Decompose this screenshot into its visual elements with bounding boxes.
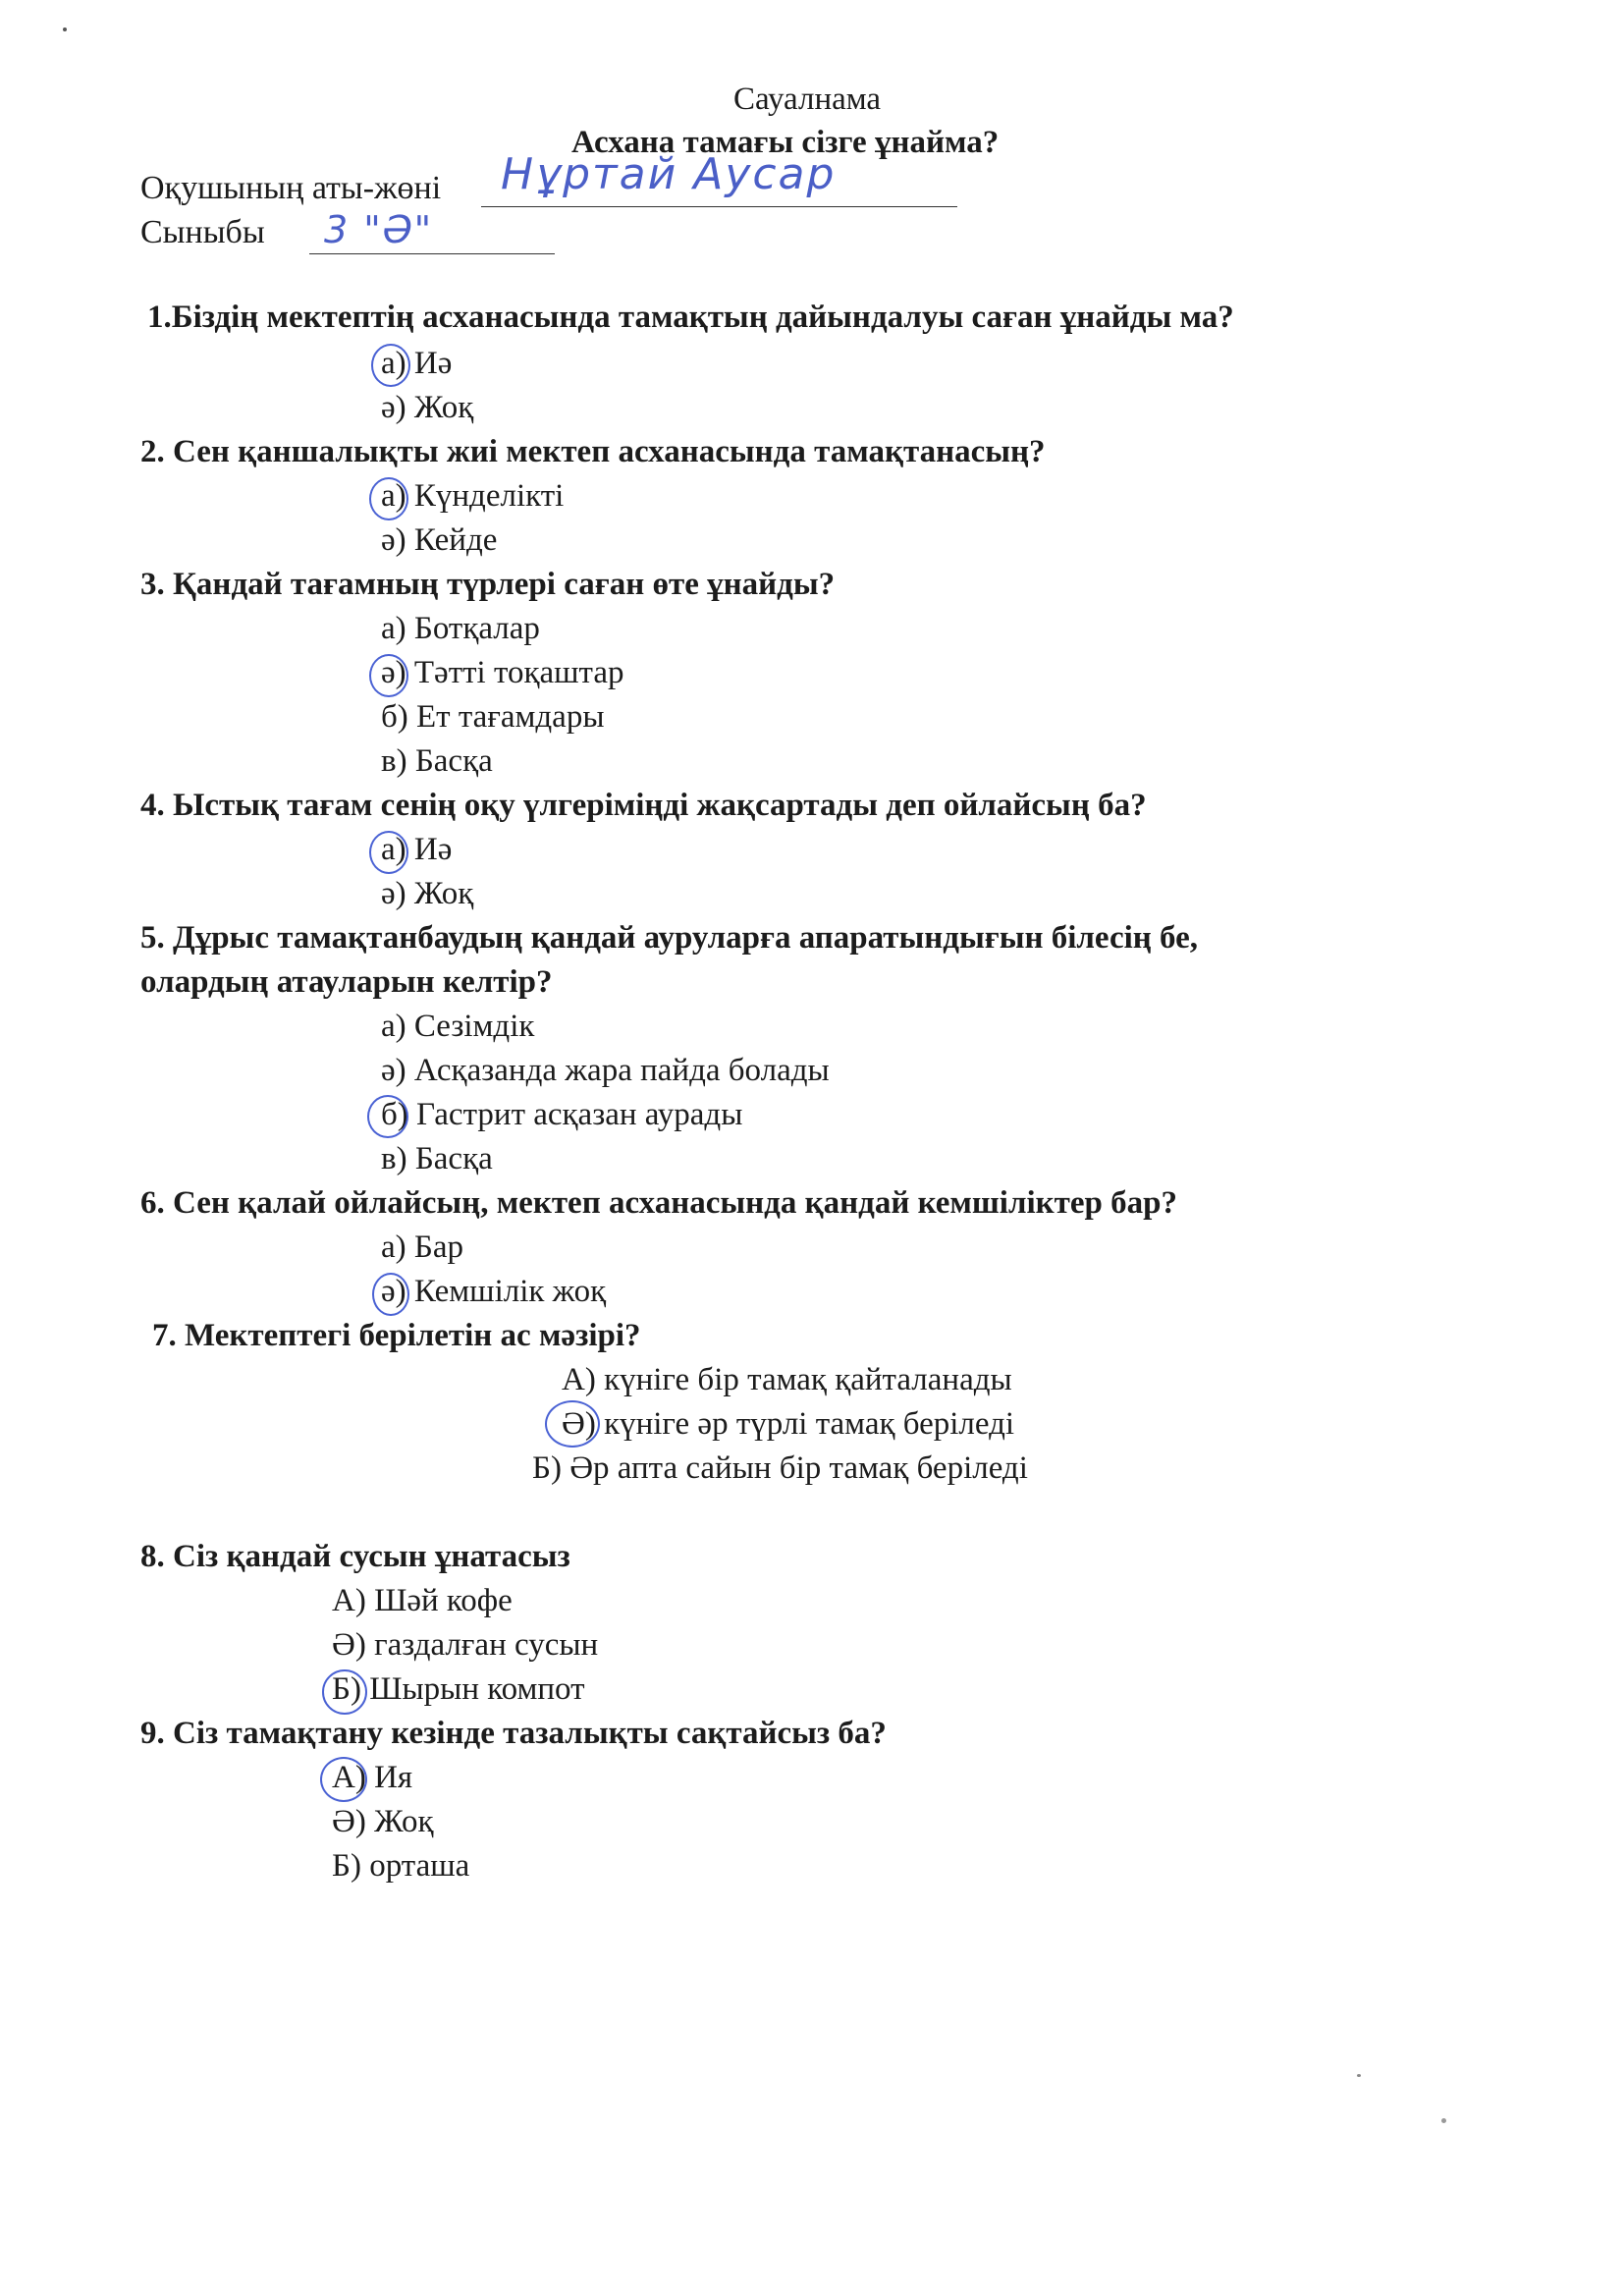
q8-option-a[interactable]: А) Шәй кофе [332,1583,513,1618]
q6-selected-circle [372,1273,409,1316]
q5-option-v[interactable]: в) Басқа [381,1141,493,1176]
q6-option-ae[interactable]: ә) Кемшілік жоқ [381,1274,607,1309]
question-5-line-2: олардың атауларын келтір? [140,964,553,1000]
class-label: Сыныбы [140,214,265,250]
survey-subtitle: Асхана тамағы сізге ұнайма? [571,125,1000,160]
q9-option-b[interactable]: Б) орташа [332,1848,470,1884]
q3-option-b[interactable]: б) Ет тағамдары [381,699,605,735]
q3-option-v[interactable]: в) Басқа [381,743,493,779]
q2-selected-circle [369,477,408,520]
question-3: 3. Қандай тағамның түрлері саған өте ұнайды? [140,567,836,602]
q7-option-a[interactable]: А) күніге бір тамақ қайталанады [562,1362,1012,1397]
q3-option-a[interactable]: а) Ботқалар [381,611,540,646]
q9-option-a[interactable]: А) Ия [332,1760,413,1795]
question-6: 6. Сен қалай ойлайсың, мектеп асханасында қандай кемшіліктер бар? [140,1185,1177,1221]
question-4: 4. Ыстық тағам сенің оқу үлгеріміңді жақсартады деп ойлайсың ба? [140,788,1147,823]
class-line [309,253,555,254]
student-name-line [481,206,957,207]
q1-option-a[interactable]: а) Иә [381,346,453,381]
q9-option-ae[interactable]: Ә) Жоқ [332,1804,434,1839]
q7-option-ae[interactable]: Ә) күніге әр түрлі тамақ беріледі [562,1406,1015,1442]
q5-selected-circle [367,1095,408,1138]
q3-selected-circle [369,654,408,697]
q2-option-a[interactable]: а) Күнделікті [381,478,565,514]
scan-speck [1357,2074,1361,2077]
q8-selected-circle [322,1669,367,1715]
q1-selected-circle [371,344,410,387]
q9-selected-circle [320,1757,367,1802]
q5-option-b[interactable]: б) Гастрит асқазан аурады [381,1097,743,1132]
q8-option-ae[interactable]: Ә) газдалған сусын [332,1627,599,1663]
student-name-label: Оқушының аты-жөні [140,170,442,206]
scan-speck [63,27,67,31]
q4-option-ae[interactable]: ә) Жоқ [381,876,474,911]
q3-option-ae[interactable]: ә) Тәтті тоқаштар [381,655,624,690]
student-name-handwritten[interactable]: Нұртай Аусар [501,149,837,199]
question-9: 9. Сіз тамақтану кезінде тазалықты сақтайсыз ба? [140,1716,887,1751]
q4-selected-circle [369,831,408,874]
q1-option-ae[interactable]: ә) Жоқ [381,390,474,425]
page-title: Сауалнама [733,82,882,117]
q2-option-ae[interactable]: ә) Кейде [381,522,498,558]
q4-option-a[interactable]: а) Иә [381,832,453,867]
class-handwritten[interactable]: 3 "Ә" [324,208,434,251]
q7-option-b[interactable]: Б) Әр апта сайын бір тамақ беріледі [532,1450,1028,1486]
question-5-line-1: 5. Дұрыс тамақтанбаудың қандай ауруларға апаратындығын білесің бе, [140,920,1199,956]
q6-option-a[interactable]: а) Бар [381,1230,463,1265]
q5-option-a[interactable]: а) Сезімдік [381,1009,535,1044]
question-8: 8. Сіз қандай сусын ұнатасыз [140,1539,570,1574]
q5-option-ae[interactable]: ә) Асқазанда жара пайда болады [381,1053,830,1088]
question-2: 2. Сен қаншалықты жиі мектеп асханасында тамақтанасың? [140,434,1046,469]
q7-selected-circle [545,1400,600,1448]
q8-option-b[interactable]: Б) Шырын компот [332,1671,585,1707]
question-7: 7. Мектептегі берілетін ас мәзірі? [152,1318,641,1353]
question-1: 1.Біздің мектептің асханасында тамақтың дайындалуы саған ұнайды ма? [147,300,1234,335]
scan-speck [1441,2118,1446,2123]
